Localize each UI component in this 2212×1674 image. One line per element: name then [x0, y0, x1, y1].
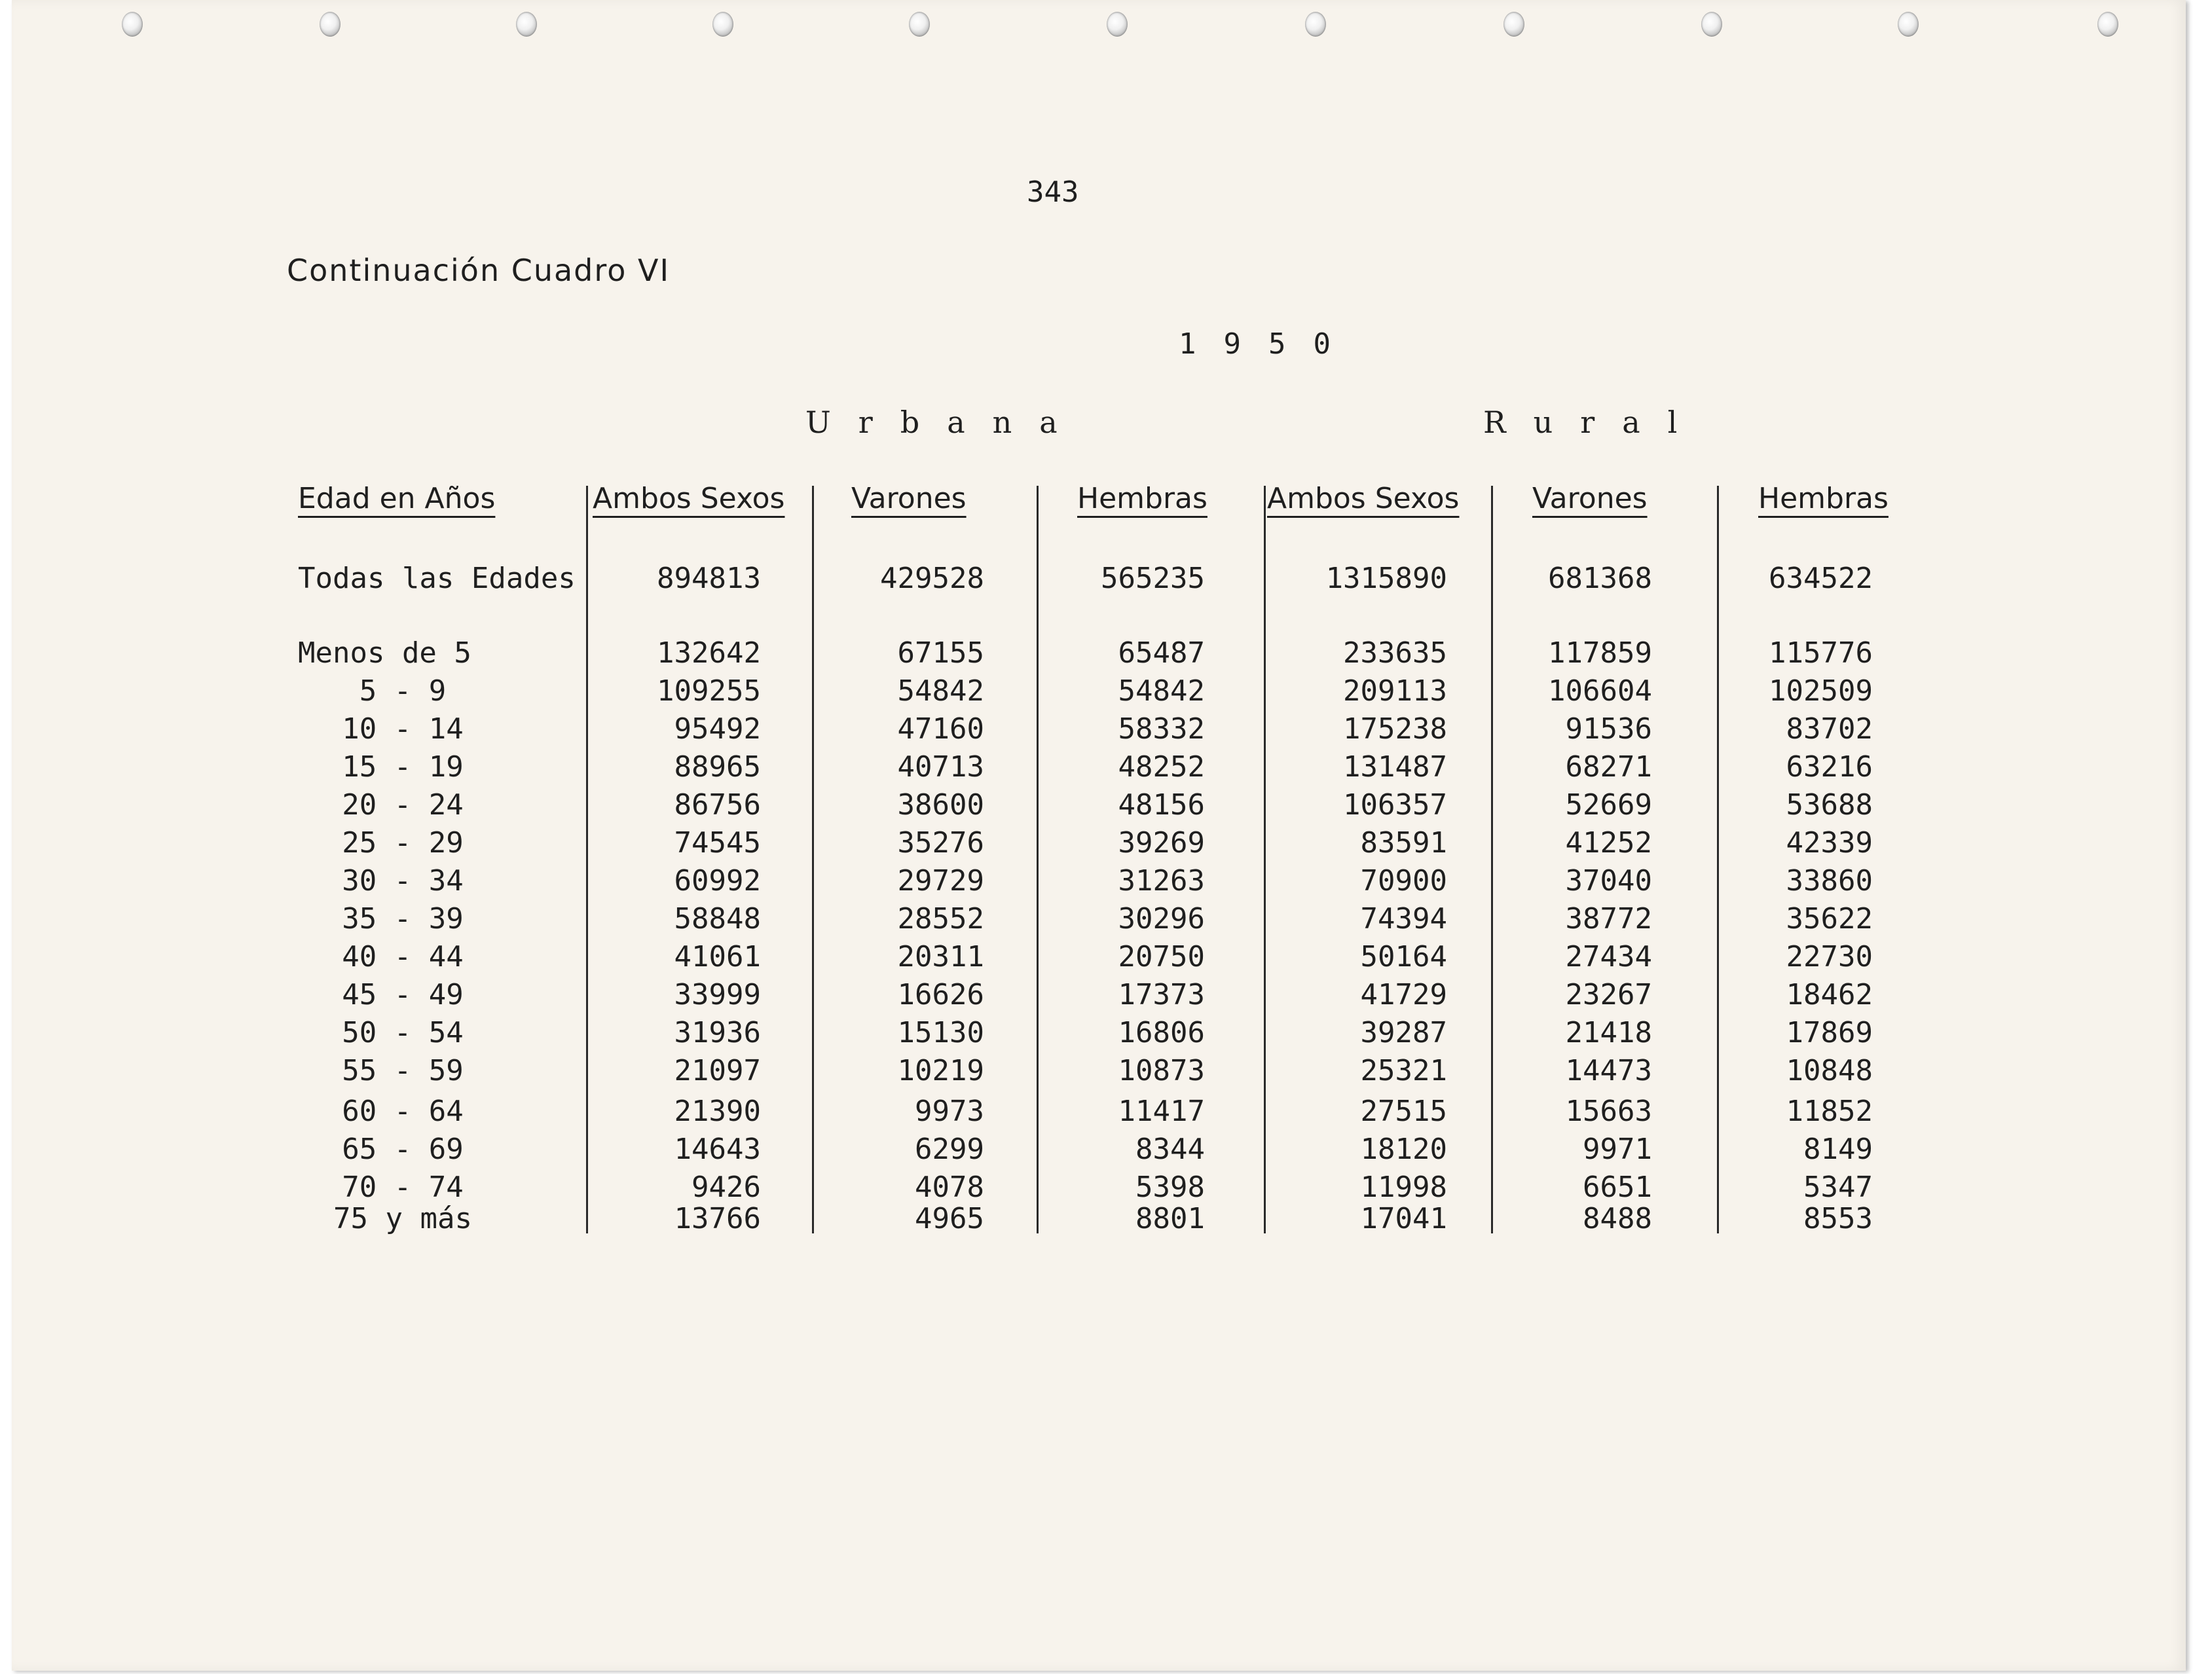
row-label-age: 20 - 24: [342, 788, 464, 822]
cell-u-ambos: 88965: [674, 750, 761, 784]
cell-u-varones: 47160: [897, 712, 984, 746]
cell-u-ambos: 132642: [657, 636, 761, 670]
cell-r-hembras: 53688: [1786, 788, 1873, 822]
cell-r-hembras: 10848: [1786, 1054, 1873, 1087]
cell-u-varones: 10219: [897, 1054, 984, 1087]
row-label-age: 50 - 54: [342, 1016, 464, 1049]
cell-u-varones: 6299: [915, 1133, 984, 1166]
cell-r-hembras: 11852: [1786, 1095, 1873, 1128]
cell-r-varones: 41252: [1565, 826, 1652, 860]
cell-u-hembras: 565235: [1101, 562, 1205, 595]
cell-r-hembras: 634522: [1769, 562, 1873, 595]
cell-u-ambos: 14643: [674, 1133, 761, 1166]
cell-u-ambos: 86756: [674, 788, 761, 822]
cell-r-ambos: 18120: [1360, 1133, 1447, 1166]
binder-hole-icon: [712, 12, 733, 37]
cell-u-hembras: 5398: [1135, 1171, 1205, 1204]
cell-u-varones: 16626: [897, 978, 984, 1011]
group-heading-rural: Rural: [1483, 405, 1705, 440]
cell-u-varones: 28552: [897, 902, 984, 936]
year-heading: 1950: [1179, 327, 1358, 361]
cell-r-hembras: 17869: [1786, 1016, 1873, 1049]
row-label-age: 15 - 19: [342, 750, 464, 784]
cell-u-ambos: 894813: [657, 562, 761, 595]
cell-u-ambos: 58848: [674, 902, 761, 936]
cell-u-ambos: 41061: [674, 940, 761, 973]
cell-r-hembras: 42339: [1786, 826, 1873, 860]
cell-u-hembras: 31263: [1118, 864, 1205, 898]
cell-u-hembras: 11417: [1118, 1095, 1205, 1128]
cell-r-hembras: 5347: [1803, 1171, 1873, 1204]
cell-r-varones: 6651: [1583, 1171, 1652, 1204]
cell-u-hembras: 8801: [1135, 1202, 1205, 1235]
cell-r-varones: 8488: [1583, 1202, 1652, 1235]
row-label-age: 55 - 59: [342, 1054, 464, 1087]
cell-r-ambos: 233635: [1343, 636, 1447, 670]
binder-hole-icon: [1503, 12, 1524, 37]
cell-r-ambos: 83591: [1360, 826, 1447, 860]
cell-r-ambos: 131487: [1343, 750, 1447, 784]
cell-r-varones: 14473: [1565, 1054, 1652, 1087]
header-urban-varones: Varones: [851, 482, 967, 515]
binder-hole-icon: [1701, 12, 1722, 37]
cell-r-ambos: 106357: [1343, 788, 1447, 822]
cell-r-varones: 15663: [1565, 1095, 1652, 1128]
binder-hole-icon: [2097, 12, 2118, 37]
cell-r-hembras: 63216: [1786, 750, 1873, 784]
header-rural-ambos: Ambos Sexos: [1267, 482, 1460, 515]
header-urban-hembras: Hembras: [1077, 482, 1207, 515]
row-label-age: 10 - 14: [342, 712, 464, 746]
binder-hole-icon: [320, 12, 341, 37]
binder-hole-icon: [1898, 12, 1919, 37]
cell-u-varones: 4078: [915, 1171, 984, 1204]
page-number: 343: [1027, 175, 1079, 209]
cell-r-varones: 52669: [1565, 788, 1652, 822]
header-urban-ambos: Ambos Sexos: [593, 482, 785, 515]
cell-u-ambos: 13766: [674, 1202, 761, 1235]
cell-u-varones: 35276: [897, 826, 984, 860]
binder-hole-icon: [909, 12, 930, 37]
cell-r-ambos: 70900: [1360, 864, 1447, 898]
cell-u-varones: 29729: [897, 864, 984, 898]
cell-u-ambos: 33999: [674, 978, 761, 1011]
header-age: Edad en Años: [298, 482, 496, 515]
cell-r-varones: 23267: [1565, 978, 1652, 1011]
cell-r-varones: 106604: [1548, 674, 1652, 708]
cell-r-ambos: 11998: [1360, 1171, 1447, 1204]
cell-r-varones: 9971: [1583, 1133, 1652, 1166]
row-label-age: 75 y más: [333, 1202, 472, 1235]
cell-r-ambos: 27515: [1360, 1095, 1447, 1128]
cell-u-hembras: 58332: [1118, 712, 1205, 746]
cell-r-varones: 91536: [1565, 712, 1652, 746]
cell-u-ambos: 95492: [674, 712, 761, 746]
cell-u-hembras: 39269: [1118, 826, 1205, 860]
cell-r-hembras: 83702: [1786, 712, 1873, 746]
cell-r-hembras: 115776: [1769, 636, 1873, 670]
binder-hole-icon: [1107, 12, 1128, 37]
cell-u-hembras: 16806: [1118, 1016, 1205, 1049]
cell-r-hembras: 22730: [1786, 940, 1873, 973]
cell-r-hembras: 8149: [1803, 1133, 1873, 1166]
cell-u-ambos: 31936: [674, 1016, 761, 1049]
cell-r-ambos: 74394: [1360, 902, 1447, 936]
cell-u-ambos: 21390: [674, 1095, 761, 1128]
cell-u-hembras: 48252: [1118, 750, 1205, 784]
row-label-age: 40 - 44: [342, 940, 464, 973]
binder-hole-icon: [122, 12, 143, 37]
cell-u-ambos: 74545: [674, 826, 761, 860]
cell-u-ambos: 21097: [674, 1054, 761, 1087]
row-label-age: 65 - 69: [342, 1133, 464, 1166]
cell-u-varones: 67155: [897, 636, 984, 670]
row-label-age: 45 - 49: [342, 978, 464, 1011]
cell-r-hembras: 35622: [1786, 902, 1873, 936]
cell-u-varones: 40713: [897, 750, 984, 784]
cell-r-ambos: 41729: [1360, 978, 1447, 1011]
cell-r-varones: 38772: [1565, 902, 1652, 936]
cell-u-hembras: 30296: [1118, 902, 1205, 936]
cell-u-varones: 4965: [915, 1202, 984, 1235]
cell-u-hembras: 54842: [1118, 674, 1205, 708]
binder-hole-icon: [516, 12, 537, 37]
cell-r-ambos: 17041: [1360, 1202, 1447, 1235]
cell-u-ambos: 60992: [674, 864, 761, 898]
cell-r-varones: 27434: [1565, 940, 1652, 973]
row-label-age: Menos de 5: [298, 636, 471, 670]
cell-r-ambos: 50164: [1360, 940, 1447, 973]
cell-u-varones: 9973: [915, 1095, 984, 1128]
row-label-age: 60 - 64: [342, 1095, 464, 1128]
binder-hole-icon: [1305, 12, 1326, 37]
header-rural-varones: Varones: [1532, 482, 1648, 515]
cell-u-hembras: 65487: [1118, 636, 1205, 670]
cell-r-hembras: 8553: [1803, 1202, 1873, 1235]
row-label-age: 25 - 29: [342, 826, 464, 860]
cell-u-varones: 15130: [897, 1016, 984, 1049]
cell-u-hembras: 8344: [1135, 1133, 1205, 1166]
cell-u-hembras: 20750: [1118, 940, 1205, 973]
header-rural-hembras: Hembras: [1758, 482, 1889, 515]
cell-u-hembras: 48156: [1118, 788, 1205, 822]
row-label-age: 70 - 74: [342, 1171, 464, 1204]
cell-r-hembras: 102509: [1769, 674, 1873, 708]
cell-r-ambos: 39287: [1360, 1016, 1447, 1049]
cell-r-varones: 681368: [1548, 562, 1652, 595]
cell-u-varones: 54842: [897, 674, 984, 708]
cell-r-varones: 37040: [1565, 864, 1652, 898]
cell-u-varones: 38600: [897, 788, 984, 822]
cell-u-varones: 429528: [880, 562, 984, 595]
cell-u-hembras: 17373: [1118, 978, 1205, 1011]
cell-r-ambos: 209113: [1343, 674, 1447, 708]
cell-r-varones: 21418: [1565, 1016, 1652, 1049]
cell-u-ambos: 9426: [691, 1171, 761, 1204]
row-label-age: 5 - 9: [359, 674, 447, 708]
cell-r-varones: 68271: [1565, 750, 1652, 784]
cell-r-ambos: 1315890: [1325, 562, 1447, 595]
cell-u-varones: 20311: [897, 940, 984, 973]
cell-u-hembras: 10873: [1118, 1054, 1205, 1087]
cell-r-ambos: 25321: [1360, 1054, 1447, 1087]
table-subtitle: Continuación Cuadro VI: [287, 253, 671, 288]
cell-u-ambos: 109255: [657, 674, 761, 708]
cell-r-hembras: 33860: [1786, 864, 1873, 898]
cell-r-ambos: 175238: [1343, 712, 1447, 746]
cell-r-varones: 117859: [1548, 636, 1652, 670]
row-label-age: 30 - 34: [342, 864, 464, 898]
row-label-total: Todas las Edades: [298, 562, 576, 595]
cell-r-hembras: 18462: [1786, 978, 1873, 1011]
row-label-age: 35 - 39: [342, 902, 464, 936]
group-heading-urbana: Urbana: [805, 405, 1085, 440]
